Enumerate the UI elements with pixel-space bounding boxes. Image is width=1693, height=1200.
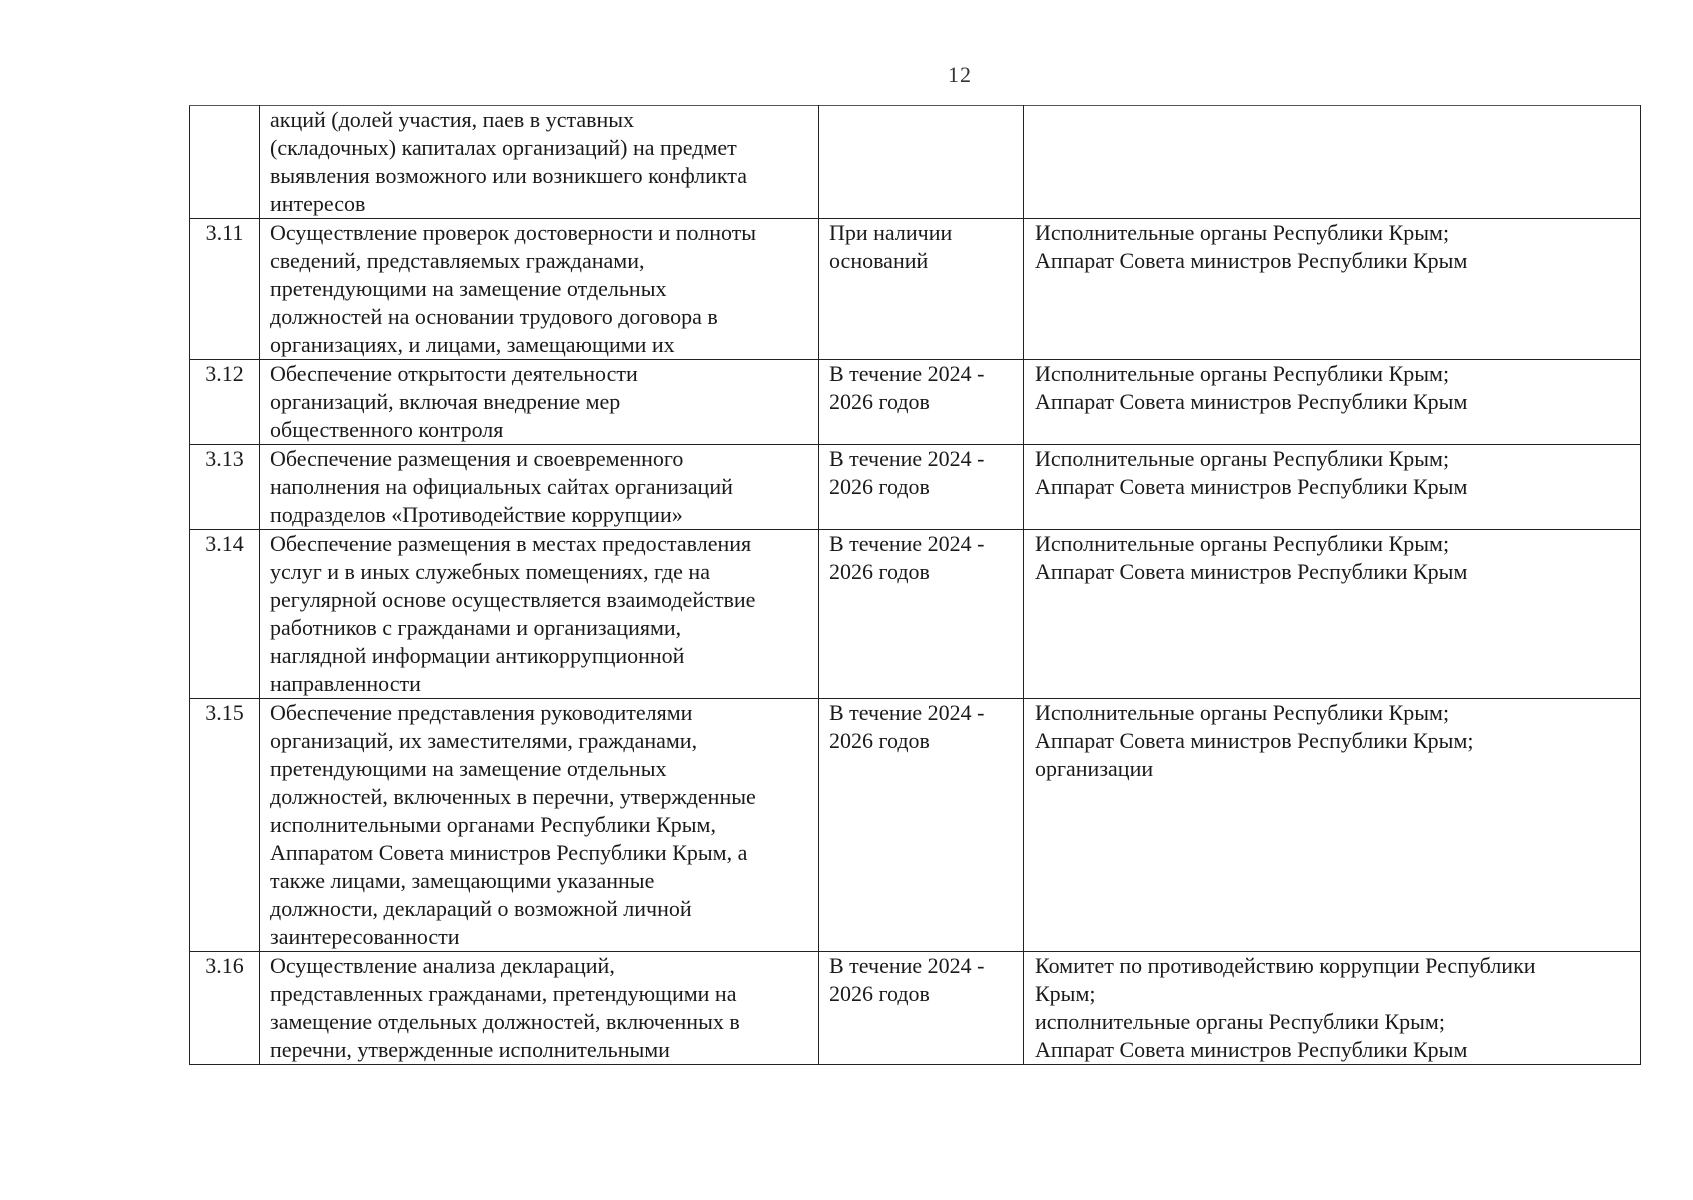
term-cell: В течение 2024 - 2026 годов: [819, 952, 1024, 1065]
measure-description-cell: Обеспечение представления руководителями организаций, их заместителями, гражданами, претендующими на замещение отдельных должностей, включенных в перечни, утвержденные исполнительными органами Республики Крым, Аппаратом Совета министров Республики Крым, а также лицами, замещающими указанные должности, деклараций о возможной личной заинтересованности: [260, 699, 819, 952]
row-number-cell: 3.13: [190, 445, 260, 530]
measure-description-cell: Осуществление анализа деклараций, представленных гражданами, претендующими на замещение отдельных должностей, включенных в перечни, утвержденные исполнительными: [260, 952, 819, 1065]
table-row: [190, 219, 1641, 360]
row-number-cell: [190, 106, 260, 219]
term-cell: В течение 2024 - 2026 годов: [819, 699, 1024, 952]
table-row: [190, 699, 1641, 952]
responsible-cell: Исполнительные органы Республики Крым; Аппарат Совета министров Республики Крым: [1024, 219, 1641, 360]
table-row: [190, 360, 1641, 445]
responsible-cell: Исполнительные органы Республики Крым; Аппарат Совета министров Республики Крым: [1024, 445, 1641, 530]
responsible-cell: Комитет по противодействию коррупции Республики Крым; исполнительные органы Республики Крым; Аппарат Совета министров Республики Крым: [1024, 952, 1641, 1065]
term-cell: В течение 2024 - 2026 годов: [819, 360, 1024, 445]
row-number-cell: 3.12: [190, 360, 260, 445]
term-cell: [819, 106, 1024, 219]
row-number-cell: 3.11: [190, 219, 260, 360]
measure-description-cell: Обеспечение размещения и своевременного наполнения на официальных сайтах организаций подразделов «Противодействие коррупции»: [260, 445, 819, 530]
responsible-cell: Исполнительные органы Республики Крым; Аппарат Совета министров Республики Крым; организации: [1024, 699, 1641, 952]
responsible-cell: Исполнительные органы Республики Крым; Аппарат Совета министров Республики Крым: [1024, 530, 1641, 699]
term-cell: При наличии оснований: [819, 219, 1024, 360]
term-cell: В течение 2024 - 2026 годов: [819, 530, 1024, 699]
measures-table: [189, 105, 1641, 1065]
table-row: [190, 445, 1641, 530]
row-number-cell: 3.15: [190, 699, 260, 952]
page-number: 12: [948, 62, 972, 87]
table-row: [190, 952, 1641, 1065]
term-cell: В течение 2024 - 2026 годов: [819, 445, 1024, 530]
table-row: [190, 106, 1641, 219]
table-row: [190, 530, 1641, 699]
measure-description-cell: Обеспечение размещения в местах предоставления услуг и в иных служебных помещениях, где на регулярной основе осуществляется взаимодействие работников с гражданами и организациями, наглядной информации антикоррупционной направленности: [260, 530, 819, 699]
responsible-cell: [1024, 106, 1641, 219]
measure-description-cell: Осуществление проверок достоверности и полноты сведений, представляемых гражданами, претендующими на замещение отдельных должностей на основании трудового договора в организациях, и лицами, замещающими их: [260, 219, 819, 360]
row-number-cell: 3.16: [190, 952, 260, 1065]
measure-description-cell: Обеспечение открытости деятельности организаций, включая внедрение мер общественного контроля: [260, 360, 819, 445]
responsible-cell: Исполнительные органы Республики Крым; Аппарат Совета министров Республики Крым: [1024, 360, 1641, 445]
measure-description-cell: акций (долей участия, паев в уставных (складочных) капиталах организаций) на предмет выявления возможного или возникшего конфликта интересов: [260, 106, 819, 219]
row-number-cell: 3.14: [190, 530, 260, 699]
